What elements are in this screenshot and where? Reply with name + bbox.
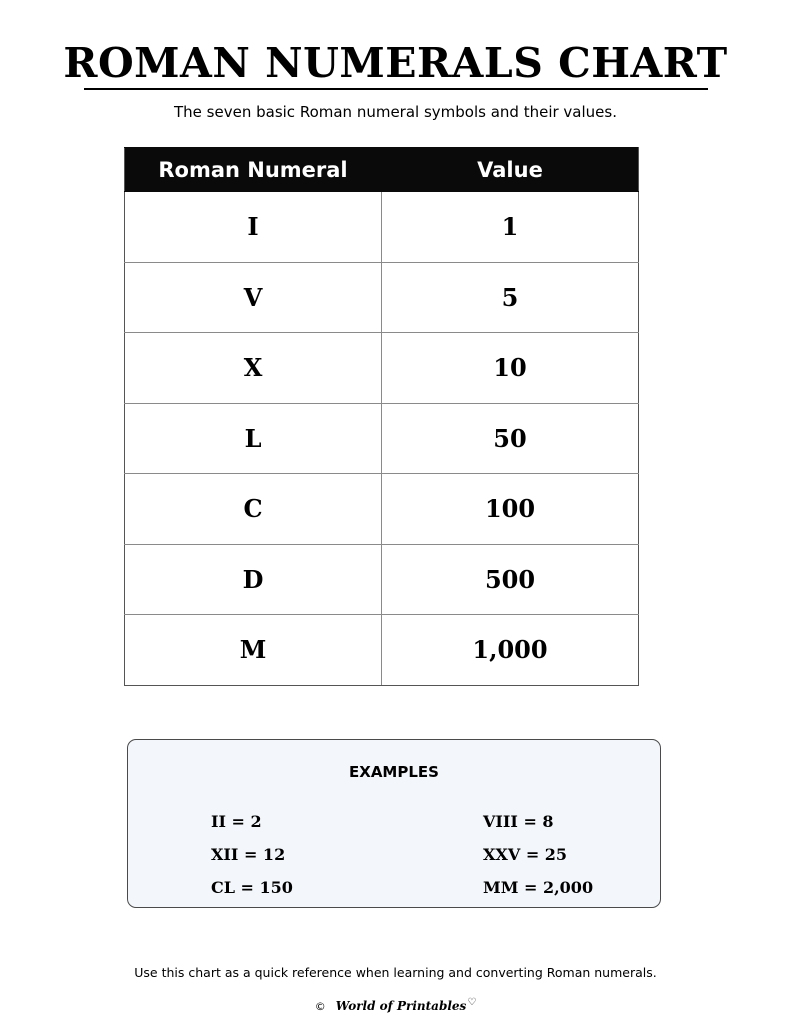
numeral-cell: V — [125, 262, 382, 333]
example-item: XXV = 25 — [483, 845, 568, 864]
numeral-cell: I — [125, 192, 382, 263]
copyright-symbol: © — [314, 1000, 326, 1013]
page-title: ROMAN NUMERALS CHART — [63, 39, 728, 87]
value-cell: 1,000 — [382, 615, 639, 686]
brand-logo — [0, 997, 791, 1017]
example-item: II = 2 — [211, 812, 262, 831]
numeral-cell: M — [125, 615, 382, 686]
column-header-roman-numeral: Roman Numeral — [125, 148, 382, 192]
numeral-cell: L — [125, 403, 382, 474]
brand-name: World of Printables — [335, 999, 467, 1013]
example-item: CL = 150 — [211, 878, 293, 897]
table-row — [125, 262, 639, 333]
value-cell: 1 — [382, 192, 639, 263]
heart-outline-icon: ♡ — [467, 997, 477, 1008]
value-cell: 50 — [382, 403, 639, 474]
table-header-row — [125, 148, 639, 192]
value-cell: 10 — [382, 333, 639, 404]
example-item: VIII = 8 — [483, 812, 554, 831]
page-subtitle: The seven basic Roman numeral symbols and their values. — [174, 103, 617, 121]
numeral-cell: D — [125, 544, 382, 615]
example-item: MM = 2,000 — [483, 878, 594, 897]
table-row — [125, 615, 639, 686]
roman-numerals-table — [124, 147, 639, 686]
example-item: XII = 12 — [211, 845, 286, 864]
value-cell: 100 — [382, 474, 639, 545]
table-row — [125, 403, 639, 474]
value-cell: 500 — [382, 544, 639, 615]
title-underline — [84, 88, 708, 90]
table-row — [125, 474, 639, 545]
footer-note: Use this chart as a quick reference when learning and converting Roman numerals. — [134, 965, 657, 980]
examples-right-column — [483, 805, 593, 904]
examples-heading: EXAMPLES — [349, 763, 439, 781]
numeral-cell: C — [125, 474, 382, 545]
table-row — [125, 544, 639, 615]
column-header-value: Value — [382, 148, 639, 192]
value-cell: 5 — [382, 262, 639, 333]
numeral-cell: X — [125, 333, 382, 404]
examples-panel — [127, 739, 661, 908]
table-row — [125, 333, 639, 404]
table-row — [125, 192, 639, 263]
examples-left-column — [211, 805, 293, 904]
